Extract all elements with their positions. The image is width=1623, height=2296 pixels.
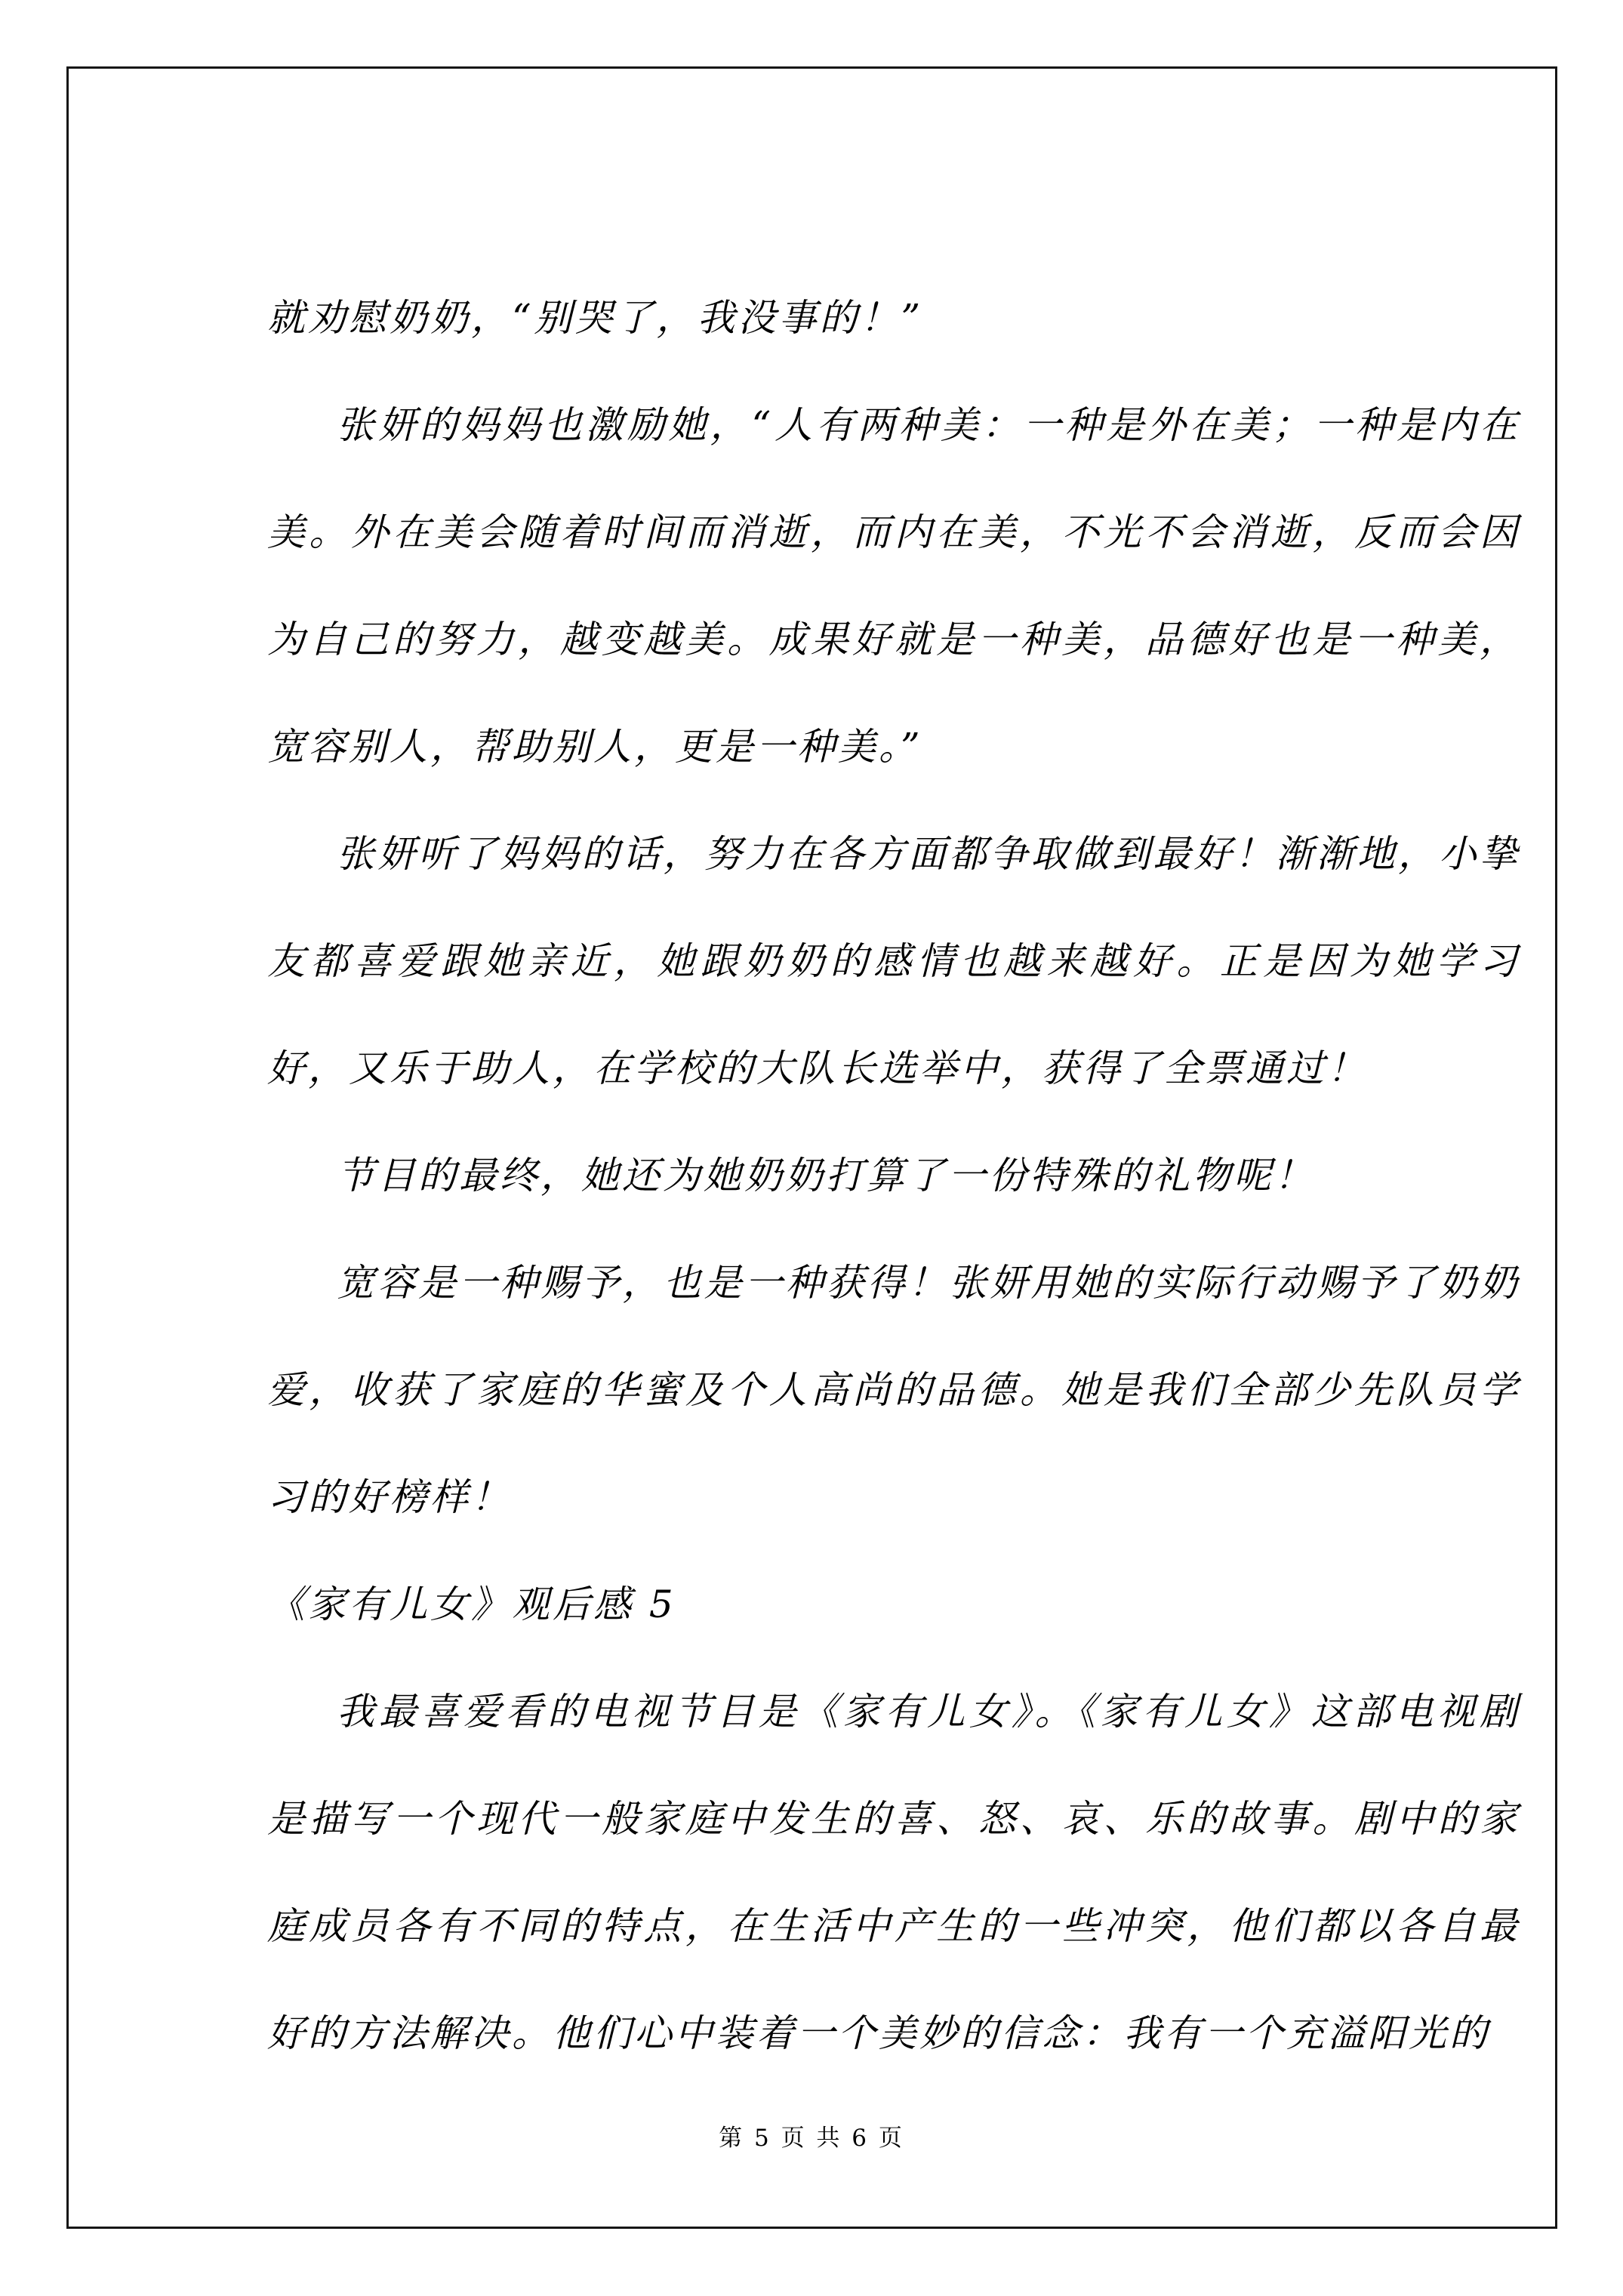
paragraph: 《家有儿女》观后感 5 xyxy=(267,1583,676,1626)
paragraph: 节目的最终，她还为她奶奶打算了一份特殊的礼物呢！ xyxy=(337,1154,1315,1197)
paragraph: 张妍的妈妈也激励她，“人有两种美：一种是外在美；一种是内在美。外在美会随着时间而消逝，而内在美，不光不会消逝，反而会因为自己的努力，越变越美。成果好就是一种美，品德好也是一种美，宽容别人，帮助别人，更是一种美。” xyxy=(267,403,1520,769)
paragraph: 张妍听了妈妈的话，努力在各方面都争取做到最好！渐渐地，小挚友都喜爱跟她亲近，她跟奶奶的感情也越来越好。正是因为她学习好，又乐于助人，在学校的大队长选举中，获得了全票通过！ xyxy=(267,832,1520,1090)
paragraph: 就劝慰奶奶，“别哭了，我没事的！” xyxy=(267,296,924,340)
page-number: 第 5 页 共 6 页 xyxy=(719,2125,904,2152)
paragraph: 我最喜爱看的电视节目是《家有儿女》。《家有儿女》这部电视剧是描写一个现代一般家庭中发生的喜、怒、哀、乐的故事。剧中的家庭成员各有不同的特点，在生活中产生的一些冲突，他们都以各自最好的方法解决。他们心中装着一个美妙的信念：我有一个充溢阳光的 xyxy=(267,1690,1520,2055)
paragraph: 宽容是一种赐予，也是一种获得！张妍用她的实际行动赐予了奶奶爱，收获了家庭的华蜜及个人高尚的品德。她是我们全部少先队员学习的好榜样！ xyxy=(267,1261,1520,1519)
document-body xyxy=(267,264,1520,2087)
page-border xyxy=(66,66,1557,2229)
page-footer xyxy=(0,2123,1623,2153)
